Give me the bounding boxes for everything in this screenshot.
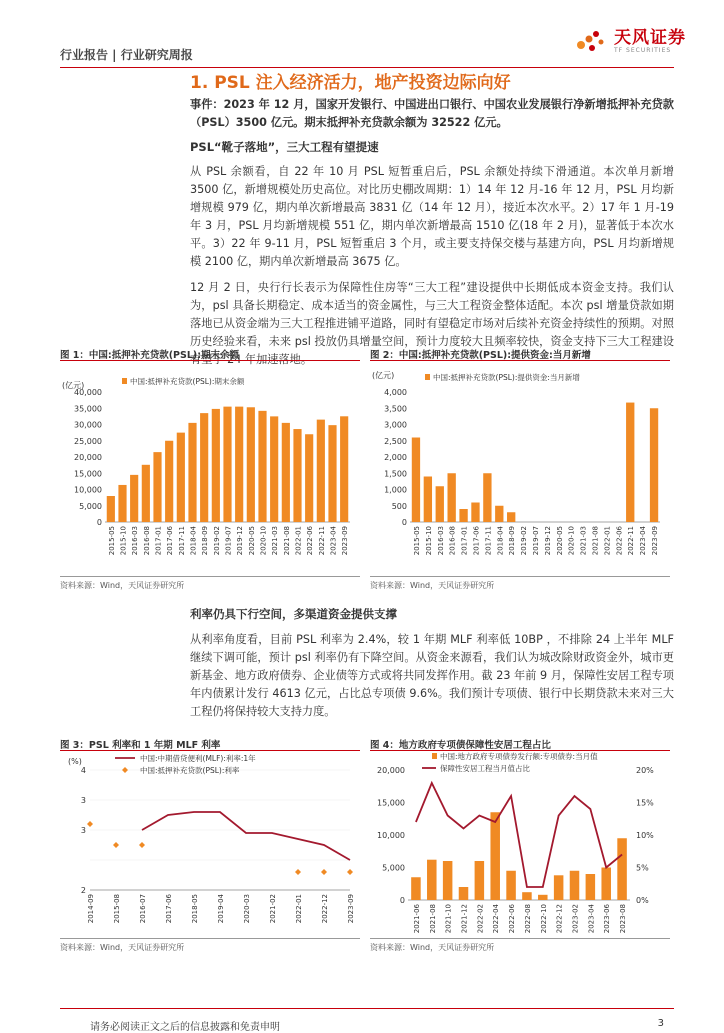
figure-3-divider bbox=[60, 750, 360, 751]
y-tick-label: 35,000 bbox=[74, 404, 102, 414]
bar bbox=[538, 895, 548, 900]
x-tick-label: 2022-12 bbox=[321, 894, 329, 924]
y2-tick-label: 10% bbox=[636, 831, 654, 840]
x-tick-label: 2017-01 bbox=[154, 526, 163, 556]
report-category: 行业报告 | 行业研究周报 bbox=[60, 48, 193, 62]
y2-tick-label: 20% bbox=[636, 766, 654, 775]
x-tick-label: 2019-02 bbox=[212, 526, 221, 556]
bar bbox=[247, 407, 255, 522]
x-tick-label: 2021-06 bbox=[412, 904, 421, 934]
legend-label: 中国:抵押补充贷款(PSL):期末余额 bbox=[130, 377, 245, 386]
bar bbox=[443, 861, 453, 900]
bar bbox=[235, 407, 243, 522]
footer-disclaimer: 请务必阅读正文之后的信息披露和免责申明 bbox=[90, 1022, 280, 1033]
bar bbox=[459, 509, 467, 522]
bar bbox=[554, 875, 564, 900]
figure-2-source-divider bbox=[370, 576, 670, 577]
x-tick-label: 2023-04 bbox=[329, 526, 338, 556]
x-tick-label: 2023-09 bbox=[651, 526, 660, 556]
x-tick-label: 2016-07 bbox=[139, 894, 147, 924]
psl-rate-point bbox=[87, 821, 93, 827]
paragraph-1: 从 PSL 余额看，自 22 年 10 月 PSL 短暂重启后，PSL 余额处持续下滑通道。本次单月新增 3500 亿，新增规模处历史高位。对比历史棚改周期：1）14 年 12 月-16 年 12 月，PSL 月均新增规模 979 亿，期内单次新增最高 3831 亿（14 年 12 月），接近本次水平。2）17 年 1 月-19 年 3 月，PSL 月均新增规模 551 亿，期内单次新增最高 1510 亿(18 年 2 月)，显著低于本次水平。3）22 年 9-11 月，PSL 短暂重启 3 个月，或主要支持保交楼与基建方向，PSL 月均新增规模 2100 亿，期内单次新增最高 3675 亿。 bbox=[190, 165, 674, 268]
x-tick-label: 2018-04 bbox=[496, 526, 505, 556]
y-tick-label: 25,000 bbox=[74, 436, 102, 446]
x-tick-label: 2020-05 bbox=[555, 526, 564, 556]
x-tick-label: 2016-03 bbox=[131, 526, 140, 556]
subtitle-2: 利率仍具下行空间，多渠道资金提供支撑 bbox=[190, 607, 397, 621]
bar bbox=[293, 429, 301, 522]
y2-tick-label: 15% bbox=[636, 798, 654, 808]
page-number: 3 bbox=[657, 1018, 664, 1029]
x-tick-label: 2023-04 bbox=[639, 526, 648, 556]
figure-1-chart bbox=[60, 362, 360, 574]
bar bbox=[130, 475, 138, 522]
bar bbox=[328, 425, 336, 522]
x-tick-label: 2022-01 bbox=[295, 894, 303, 924]
bar bbox=[282, 423, 290, 522]
legend-label: 保障性安居工程当月值占比 bbox=[440, 764, 530, 773]
x-tick-label: 2019-12 bbox=[236, 526, 245, 556]
bar bbox=[459, 887, 469, 900]
legend-swatch bbox=[425, 374, 430, 380]
bar bbox=[495, 506, 503, 522]
y2-tick-label: 0% bbox=[636, 896, 649, 905]
bar bbox=[317, 420, 325, 522]
y-tick-label: 10,000 bbox=[74, 485, 102, 495]
logo-mark-icon bbox=[570, 26, 608, 56]
x-tick-label: 2021-08 bbox=[282, 526, 291, 556]
x-tick-label: 2018-05 bbox=[191, 894, 199, 924]
bar bbox=[223, 407, 231, 522]
x-tick-label: 2021-03 bbox=[271, 526, 280, 556]
x-tick-label: 2021-10 bbox=[444, 904, 453, 934]
x-tick-label: 2022-06 bbox=[615, 526, 624, 556]
legend-label: 中国:抵押补充贷款(PSL):利率 bbox=[140, 766, 240, 775]
y-tick-label: 5,000 bbox=[79, 501, 102, 511]
x-tick-label: 2016-08 bbox=[448, 526, 457, 556]
legend-label: 中国:抵押补充贷款(PSL):提供资金:当月新增 bbox=[433, 373, 580, 382]
x-tick-label: 2022-01 bbox=[603, 526, 612, 556]
y-tick-label: 2,000 bbox=[384, 453, 407, 462]
y-tick-label: 15,000 bbox=[377, 798, 405, 808]
paragraph-3: 从利率角度看，目前 PSL 利率为 2.4%，较 1 年期 MLF 利率低 10BP ，不排除 24 上半年 MLF 继续下调可能，预计 psl 利率仍有下降空间。从资金来源看，我们认为城改除财政资金外，城市更新基金、地方政府债券、企业债等方式或将共同发挥作用。截 23 年前 9 月，保障性安居工程专项年内债累计发行 4613 亿元，占比总专项债 9.6%。我们预计专项债、银行中长期贷款未来对三大工程仍将保持较大支持力度。 bbox=[190, 633, 674, 718]
bar bbox=[427, 860, 437, 900]
legend-swatch bbox=[432, 753, 437, 759]
x-tick-label: 2022-11 bbox=[627, 526, 636, 556]
bar bbox=[570, 871, 580, 900]
bar bbox=[522, 892, 532, 900]
figure-1-source-divider bbox=[60, 576, 360, 577]
x-tick-label: 2022-11 bbox=[317, 526, 326, 556]
legend-swatch bbox=[122, 378, 127, 384]
bar bbox=[270, 416, 278, 522]
x-tick-label: 2022-02 bbox=[476, 904, 485, 934]
bar bbox=[601, 868, 611, 901]
y-tick-label: 10,000 bbox=[377, 831, 405, 840]
x-tick-label: 2022-08 bbox=[523, 904, 532, 934]
y-tick-label: 15,000 bbox=[74, 469, 102, 479]
x-tick-label: 2022-06 bbox=[306, 526, 315, 556]
x-tick-label: 2016-03 bbox=[436, 526, 445, 556]
y-tick-label: 4,000 bbox=[384, 388, 407, 397]
x-tick-label: 2020-10 bbox=[567, 526, 576, 556]
x-tick-label: 2017-11 bbox=[484, 526, 493, 556]
x-tick-label: 2015-05 bbox=[107, 526, 116, 556]
figure-4-source-divider bbox=[370, 938, 670, 939]
x-tick-label: 2021-12 bbox=[460, 904, 469, 934]
x-tick-label: 2014-09 bbox=[87, 894, 95, 924]
bar bbox=[118, 485, 126, 522]
bar bbox=[305, 434, 313, 522]
figure-3-source: 资料来源：Wind，天风证券研究所 bbox=[60, 943, 185, 952]
bar bbox=[412, 438, 420, 523]
y-tick-label: 0 bbox=[399, 896, 405, 905]
y2-tick-label: 5% bbox=[636, 863, 649, 873]
y-tick-label: 20,000 bbox=[377, 766, 405, 775]
y-tick-label: 4 bbox=[80, 766, 86, 775]
figure-1-divider bbox=[60, 360, 360, 361]
section-title: 1. PSL 注入经济活力，地产投资边际向好 bbox=[190, 73, 511, 93]
bar bbox=[411, 877, 421, 900]
x-tick-label: 2023-04 bbox=[587, 904, 596, 934]
y-axis-unit: (亿元) bbox=[372, 371, 395, 380]
x-tick-label: 2023-08 bbox=[619, 904, 628, 934]
bar bbox=[471, 503, 479, 523]
x-tick-label: 2022-04 bbox=[492, 904, 501, 934]
bar bbox=[475, 861, 485, 900]
y-tick-label: 20,000 bbox=[74, 453, 102, 462]
psl-rate-point bbox=[139, 842, 145, 848]
bar bbox=[165, 441, 173, 522]
bar bbox=[586, 874, 596, 900]
y-tick-label: 1,500 bbox=[384, 469, 407, 479]
logo-en: TF SECURITIES bbox=[614, 46, 672, 54]
bar bbox=[448, 473, 456, 522]
x-tick-label: 2021-08 bbox=[591, 526, 600, 556]
bar bbox=[424, 477, 432, 523]
x-tick-label: 2021-02 bbox=[269, 894, 277, 924]
figure-4-source: 资料来源：Wind，天风证券研究所 bbox=[370, 943, 495, 952]
x-tick-label: 2023-06 bbox=[603, 904, 612, 934]
figure-2-divider bbox=[370, 360, 670, 361]
x-tick-label: 2022-01 bbox=[294, 526, 303, 556]
figure-2-title: 图 2：中国:抵押补充贷款(PSL):提供资金:当月新增 bbox=[370, 350, 591, 361]
x-tick-label: 2019-02 bbox=[520, 526, 529, 556]
x-tick-label: 2023-09 bbox=[341, 526, 350, 556]
paragraph-2: 12 月 2 日，央行行长表示为保障性住房等“三大工程”建设提供中长期低成本资金支持。我们认为，psl 具备长期稳定、成本适当的资金属性，与三大工程资金整体适配。本次 psl 增量贷款如期落地已从资金端为三大工程推进铺平道路，同时有望稳定市场对后续补充资金持续性的预期。对照历史经验来看，未来 psl 投放仍具增量空间，预计力度较大且频率较快，资金支持下三大工程建设有望于 24 年加速落地。 bbox=[190, 281, 674, 366]
figure-3-source-divider bbox=[60, 938, 360, 939]
y-tick-label: 1,000 bbox=[384, 485, 407, 495]
x-tick-label: 2017-06 bbox=[166, 526, 175, 556]
bar bbox=[188, 423, 196, 522]
y-tick-label: 30,000 bbox=[74, 420, 102, 430]
y-axis-unit: (%) bbox=[68, 757, 82, 766]
figure-2-source: 资料来源：Wind，天风证券研究所 bbox=[370, 581, 495, 590]
figure-4-divider bbox=[370, 750, 670, 751]
x-tick-label: 2017-06 bbox=[165, 894, 173, 924]
bar bbox=[507, 512, 515, 522]
x-tick-label: 2022-06 bbox=[508, 904, 517, 934]
figure-3-title: 图 3：PSL 利率和 1 年期 MLF 利率 bbox=[60, 740, 221, 751]
figure-4-chart bbox=[370, 752, 670, 934]
x-tick-label: 2018-09 bbox=[201, 526, 210, 556]
y-tick-label: 3,500 bbox=[384, 404, 407, 414]
x-tick-label: 2017-01 bbox=[460, 526, 469, 556]
bar bbox=[200, 413, 208, 522]
psl-rate-point bbox=[295, 869, 301, 875]
bar bbox=[340, 416, 348, 522]
figure-4-title: 图 4：地方政府专项债保障性安居工程占比 bbox=[370, 740, 551, 751]
company-logo bbox=[570, 26, 686, 56]
x-tick-label: 2021-08 bbox=[428, 904, 437, 934]
bar bbox=[258, 411, 266, 522]
bar bbox=[650, 408, 658, 522]
x-tick-label: 2020-10 bbox=[259, 526, 268, 556]
x-tick-label: 2017-06 bbox=[472, 526, 481, 556]
bar bbox=[483, 473, 491, 522]
x-tick-label: 2023-02 bbox=[571, 904, 580, 934]
y-tick-label: 500 bbox=[391, 501, 407, 511]
x-tick-label: 2023-09 bbox=[347, 894, 355, 924]
logo-cn: 天风证券 bbox=[614, 27, 686, 48]
y-tick-label: 3 bbox=[80, 796, 86, 805]
bar bbox=[490, 812, 500, 900]
x-tick-label: 2016-08 bbox=[142, 526, 151, 556]
x-tick-label: 2019-12 bbox=[543, 526, 552, 556]
y-tick-label: 2,500 bbox=[384, 436, 407, 446]
y-tick-label: 2 bbox=[80, 886, 86, 895]
x-tick-label: 2022-10 bbox=[539, 904, 548, 934]
x-tick-label: 2021-03 bbox=[579, 526, 588, 556]
mlf-rate-line bbox=[142, 812, 350, 860]
footer-divider bbox=[60, 1008, 674, 1009]
x-tick-label: 2015-08 bbox=[113, 894, 121, 924]
y-tick-label: 3,000 bbox=[384, 420, 407, 430]
legend-label: 中国:地方政府专项债券发行额:专项债券:当月值 bbox=[440, 752, 598, 761]
bar bbox=[177, 433, 185, 522]
x-tick-label: 2015-10 bbox=[119, 526, 128, 556]
y-tick-label: 5,000 bbox=[382, 863, 405, 873]
x-tick-label: 2018-04 bbox=[189, 526, 198, 556]
bar bbox=[436, 486, 444, 522]
bar bbox=[212, 409, 220, 522]
bar bbox=[506, 871, 516, 900]
y-tick-label: 0 bbox=[96, 518, 102, 527]
bar bbox=[153, 452, 161, 522]
x-tick-label: 2018-09 bbox=[508, 526, 517, 556]
x-tick-label: 2020-03 bbox=[243, 894, 251, 924]
bar bbox=[107, 496, 115, 522]
x-tick-label: 2022-12 bbox=[555, 904, 564, 934]
figure-2-chart bbox=[370, 362, 670, 574]
psl-rate-point bbox=[347, 869, 353, 875]
figure-3-chart bbox=[60, 752, 360, 934]
bar bbox=[626, 403, 634, 522]
y-tick-label: 0 bbox=[401, 518, 407, 527]
legend-label: 中国:中期借贷便利(MLF):利率:1年 bbox=[140, 754, 256, 763]
x-tick-label: 2015-05 bbox=[412, 526, 421, 556]
psl-rate-point bbox=[321, 869, 327, 875]
x-tick-label: 2019-07 bbox=[224, 526, 233, 556]
y-axis-unit: (亿元) bbox=[62, 381, 85, 390]
x-tick-label: 2019-07 bbox=[532, 526, 540, 556]
figure-1-source: 资料来源：Wind，天风证券研究所 bbox=[60, 581, 185, 590]
psl-rate-point bbox=[113, 842, 119, 848]
x-tick-label: 2015-10 bbox=[424, 526, 433, 556]
figure-1-title: 图 1：中国:抵押补充贷款(PSL):期末余额 bbox=[60, 350, 240, 361]
subtitle-1: PSL“靴子落地”，三大工程有望提速 bbox=[190, 140, 379, 154]
x-tick-label: 2020-05 bbox=[247, 526, 256, 556]
y-tick-label: 3 bbox=[80, 826, 86, 835]
bar bbox=[142, 465, 150, 522]
x-tick-label: 2017-11 bbox=[177, 526, 186, 556]
event-paragraph: 事件：2023 年 12 月，国家开发银行、中国进出口银行、中国农业发展银行净新增抵押补充贷款（PSL）3500 亿元。期末抵押补充贷款余额为 32522 亿元。 bbox=[190, 98, 674, 129]
x-tick-label: 2019-04 bbox=[217, 894, 225, 924]
y-tick-label: 40,000 bbox=[74, 388, 102, 397]
legend-swatch bbox=[122, 767, 128, 773]
bar bbox=[617, 838, 627, 900]
